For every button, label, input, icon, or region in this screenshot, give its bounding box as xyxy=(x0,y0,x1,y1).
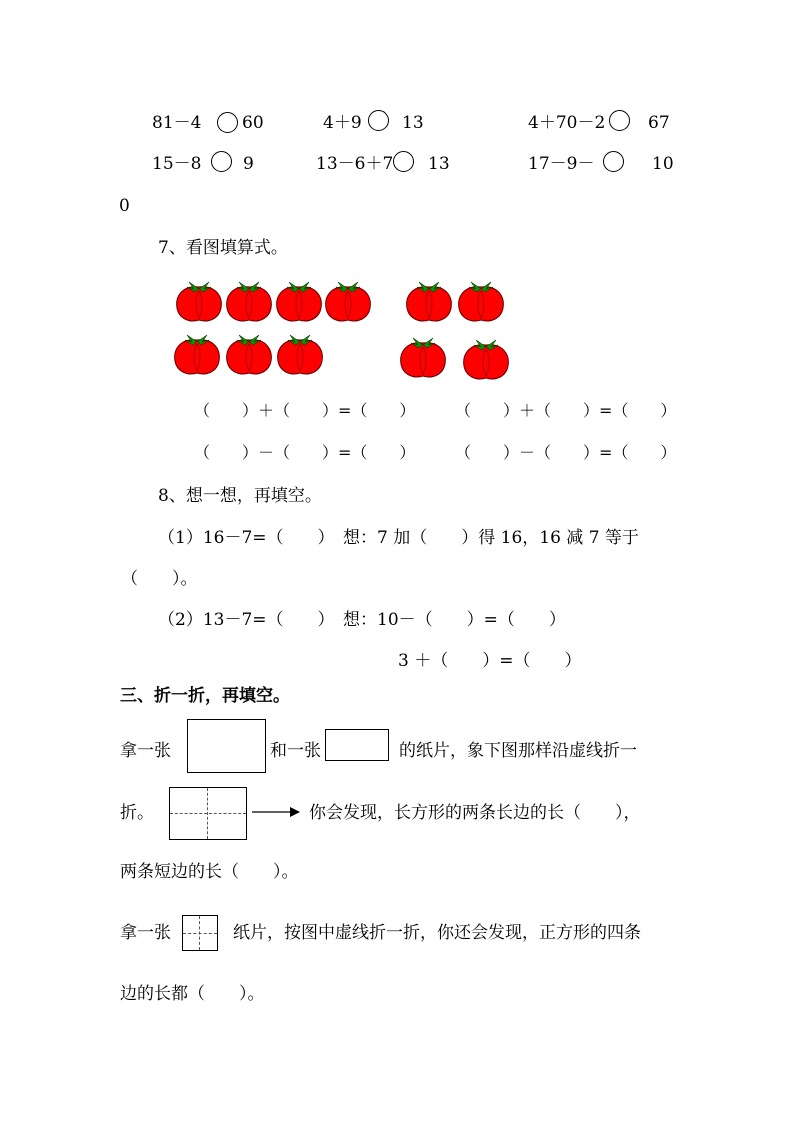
tomato-icon xyxy=(323,277,373,325)
section3-line1-b: 和一张 xyxy=(270,741,321,761)
expr-1a-result: 60 xyxy=(242,113,264,133)
expr-2c: 17－9－ xyxy=(528,154,595,174)
q7-right-add[interactable]: （ ）＋（ ）=（ ） xyxy=(455,401,677,420)
q8-part2-line1[interactable]: （2）13－7=（ ） 想：10－（ ）=（ ） xyxy=(158,610,566,630)
compare-circle[interactable] xyxy=(393,151,414,172)
tomato-icon xyxy=(224,277,274,325)
expr-1b: 4＋9 xyxy=(323,113,362,133)
expr-1c-result: 67 xyxy=(648,113,670,133)
expr-1b-result: 13 xyxy=(402,113,424,133)
q7-title: 7、看图填算式。 xyxy=(158,238,288,258)
q7-left-sub[interactable]: （ ）－（ ）=（ ） xyxy=(194,443,416,462)
q7-left-add[interactable]: （ ）＋（ ）=（ ） xyxy=(194,401,416,420)
fold-line-horizontal xyxy=(183,933,217,934)
section3-line4-b: 纸片，按图中虚线折一折，你还会发现，正方形的四条 xyxy=(233,923,641,943)
tomato-icon xyxy=(461,335,511,383)
expr-2a: 15－8 xyxy=(152,154,202,174)
section3-line1-c: 的纸片，象下图那样沿虚线折一 xyxy=(399,741,637,761)
compare-circle[interactable] xyxy=(217,112,238,133)
section3-line4-a: 拿一张 xyxy=(120,923,171,943)
q8-part2-line2[interactable]: 3 ＋（ ）=（ ） xyxy=(398,651,582,671)
expr-1c: 4＋70－2 xyxy=(528,113,606,133)
tomato-icon xyxy=(172,330,222,378)
wrapped-digit: 0 xyxy=(119,196,130,216)
compare-circle[interactable] xyxy=(609,110,630,131)
tomato-icon xyxy=(174,277,224,325)
section3-title: 三、折一折，再填空。 xyxy=(120,686,290,706)
tomato-icon xyxy=(398,333,448,381)
expr-1a: 81－4 xyxy=(152,113,202,133)
q8-part1-line2[interactable]: （ ）。 xyxy=(121,569,198,589)
tomato-icon xyxy=(456,277,506,325)
expr-2c-result: 10 xyxy=(652,154,674,174)
section3-line3[interactable]: 两条短边的长（ ）。 xyxy=(120,862,299,882)
folded-rectangle-figure xyxy=(169,787,247,840)
compare-circle[interactable] xyxy=(211,151,232,172)
q8-part1-line1[interactable]: （1）16－7=（ ） 想：7 加（ ）得 16，16 减 7 等于 xyxy=(158,528,639,548)
tomato-icon xyxy=(275,330,325,378)
fold-line-vertical xyxy=(207,788,208,839)
section3-line5[interactable]: 边的长都（ ）。 xyxy=(120,984,265,1004)
tomato-icon xyxy=(274,277,324,325)
tomato-icon xyxy=(224,330,274,378)
arrow-right-icon xyxy=(252,806,300,818)
compare-circle[interactable] xyxy=(603,151,624,172)
square-paper-figure xyxy=(187,719,266,773)
rectangle-paper-figure xyxy=(325,729,389,761)
fold-line-vertical xyxy=(199,916,200,950)
expr-2b: 13－6＋7 xyxy=(316,154,394,174)
section3-line2-b[interactable]: 你会发现，长方形的两条长边的长（ ）， xyxy=(309,803,641,823)
expr-2b-result: 13 xyxy=(428,154,450,174)
fold-line-horizontal xyxy=(170,813,246,814)
expr-2a-result: 9 xyxy=(243,154,254,174)
tomato-icon xyxy=(404,277,454,325)
folded-square-figure xyxy=(182,915,218,951)
q8-title: 8、想一想，再填空。 xyxy=(158,486,322,506)
section3-line1-a: 拿一张 xyxy=(120,741,171,761)
q7-right-sub[interactable]: （ ）－（ ）=（ ） xyxy=(455,443,677,462)
compare-circle[interactable] xyxy=(368,110,389,131)
section3-line2-a: 折。 xyxy=(120,803,154,823)
